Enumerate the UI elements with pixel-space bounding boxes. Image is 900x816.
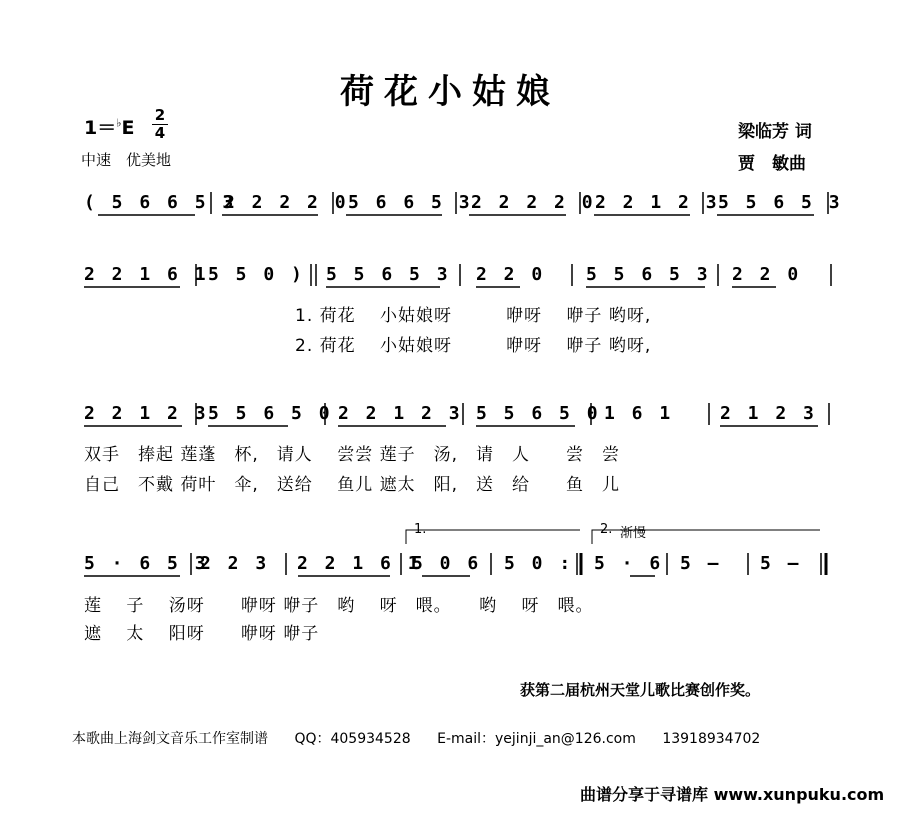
measure: 5 5 6 5 3 (586, 264, 711, 285)
measure: ( 5 6 6 5 3 (84, 192, 237, 213)
flat-icon: ♭ (116, 116, 122, 130)
measure: 2 2 1 2 3 (338, 403, 463, 424)
measure: 2 2 1 2 3 (84, 403, 209, 424)
lyric-line: 莲 子 汤呀 咿呀 咿子 哟 呀 喂。 哟 呀 喂。 (84, 596, 594, 616)
measure: 2 2 1 6 1 (297, 553, 422, 574)
studio-credit: 本歌曲上海剑文音乐工作室制谱 (72, 731, 268, 747)
award-note: 获第二届杭州天堂儿歌比赛创作奖。 (520, 681, 761, 699)
staff-system-3 (0, 403, 900, 443)
measure: 5 · 6 (594, 553, 664, 574)
measure: 2 2 0 (476, 264, 546, 285)
time-bottom: 4 (154, 124, 166, 142)
lyric-line: 遮 太 阳呀 咿呀 咿子 (84, 624, 320, 644)
staff-system-1 (0, 192, 900, 232)
qq-contact: QQ：405934528 (294, 731, 411, 747)
credits (72, 728, 782, 748)
key-signature (84, 113, 134, 140)
measure: 5 5 6 5 3 (718, 192, 843, 213)
phone-contact: 13918934702 (662, 731, 761, 747)
time-top: 2 (154, 106, 166, 124)
measure: 5 5 6 5 0 (208, 403, 333, 424)
measure: 2 1 2 3 (720, 403, 817, 424)
measure: 2 2 1 2 3 (595, 192, 720, 213)
staff-system-2 (0, 264, 900, 304)
measure: 5 5 0 ) (208, 264, 305, 285)
measure: 2 2 0 (732, 264, 802, 285)
composer: 贾 敏曲 (738, 154, 806, 174)
tempo-marking: 中速 优美地 (81, 151, 172, 169)
source-watermark: 曲谱分享于寻谱库 www.xunpuku.com (580, 785, 885, 804)
measure: 2 2 2 2 0 (224, 192, 349, 213)
lyric-line: 1. 荷花 小姑娘呀 咿呀 咿子 哟呀, (295, 306, 652, 326)
key-prefix: 1＝ (84, 117, 117, 139)
lyric-line: 2. 荷花 小姑娘呀 咿呀 咿子 哟呀, (295, 336, 652, 356)
measure: 2 2 3 (200, 553, 270, 574)
song-title: 荷花小姑娘 (340, 72, 560, 112)
measure: 2 2 2 2 0 (471, 192, 596, 213)
measure: 2 2 1 6 1 (84, 264, 209, 285)
lyricist: 梁临芳 词 (738, 122, 812, 142)
measure: 5 5 6 5 0 (476, 403, 601, 424)
second-ending-label: 2. (600, 522, 613, 537)
staff-system-4 (0, 553, 900, 593)
measure: 5 · 6 5 3 (84, 553, 209, 574)
first-ending-label: 1. (414, 522, 427, 537)
email-contact: E-mail：yejinji_an@126.com (437, 731, 636, 747)
ritardando-marking: 渐慢 (620, 526, 647, 541)
measure: 1 6 1 (604, 403, 674, 424)
measure: 5 – (680, 553, 722, 574)
measure: 5 5 6 5 3 (326, 264, 451, 285)
measure: 5 0 : (504, 553, 574, 574)
volta-brackets (0, 520, 900, 550)
lyric-line: 双手 捧起 莲蓬 杯, 请人 尝尝 莲子 汤, 请 人 尝 尝 (84, 445, 621, 465)
measure: 5 0 6 (412, 553, 482, 574)
lyric-line: 自己 不戴 荷叶 伞, 送给 鱼儿 遮太 阳, 送 给 鱼 儿 (84, 475, 621, 495)
time-signature (152, 108, 168, 141)
key-note: E (121, 117, 135, 139)
measure: 5 – (760, 553, 802, 574)
measure: 5 6 6 5 3 (348, 192, 473, 213)
